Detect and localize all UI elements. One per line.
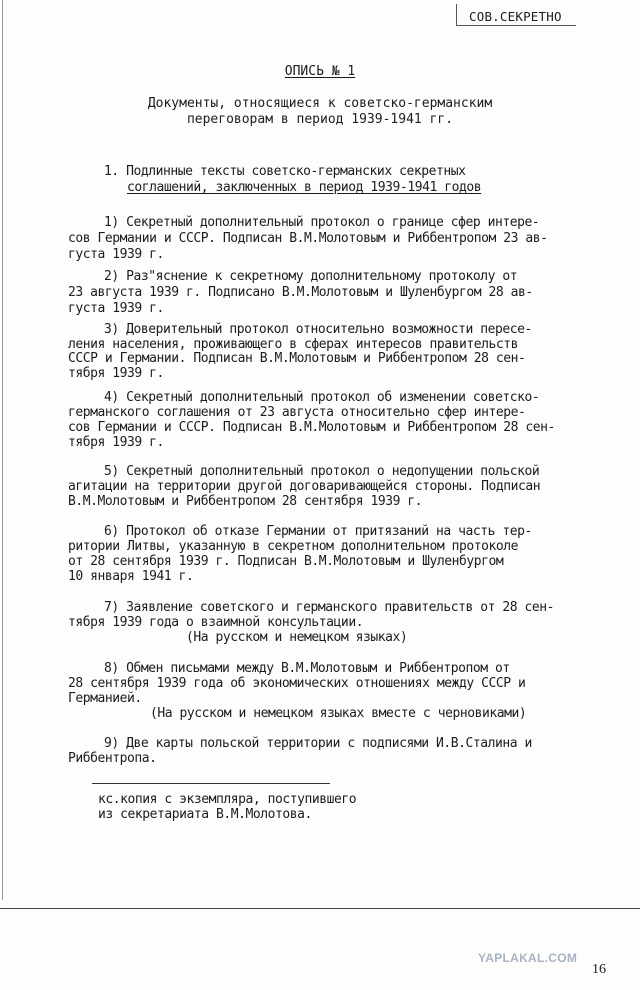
- item-line: В.М.Молотовым и Риббентропом 28 сентября 1939 г.: [68, 494, 423, 509]
- item-line: 2) Раз"яснение к секретному дополнительному протоколу от: [104, 269, 518, 284]
- item-line: 9) Две карты польской территории с подписями И.В.Сталина и: [104, 736, 532, 751]
- item-line: тября 1939 г.: [68, 435, 164, 450]
- classification-stamp: СОВ.СЕКРЕТНО: [456, 4, 576, 26]
- watermark: YAPLAKAL.COM: [478, 951, 578, 965]
- section-heading-line: соглашений, заключенных в период 1939-1941 годов: [127, 180, 482, 195]
- item-line: германского соглашения от 23 августа относительно сфер интере-: [68, 405, 526, 420]
- item-line: густа 1939 г.: [68, 247, 164, 262]
- item-line: 5) Секретный дополнительный протокол о недопущении польской: [104, 464, 540, 479]
- item-line: (На русском и немецком языках вместе с черновиками): [150, 706, 527, 721]
- item-line: ления населения, проживающего в сферах интересов правительств: [68, 337, 518, 352]
- document-subtitle-line: Документы, относящиеся к советско-германским: [147, 96, 493, 111]
- document-title: ОПИСЬ № 1: [284, 64, 356, 79]
- page-bottom-rule: [0, 908, 640, 909]
- document-subtitle-line: переговорам в период 1939-1941 гг.: [186, 112, 454, 127]
- item-line: тября 1939 года о взаимной консультации.: [68, 615, 364, 630]
- item-line: СССР и Германии. Подписан В.М.Молотовым и Риббентропом 28 сен-: [68, 351, 526, 366]
- page-edge-line: [2, 0, 3, 900]
- item-line: Германией.: [68, 691, 142, 706]
- item-line: агитации на территории другой договаривающейся стороны. Подписан: [68, 479, 541, 494]
- item-line: от 28 сентября 1939 г. Подписан В.М.Молотовым и Шуленбургом: [68, 554, 504, 569]
- item-line: сов Германии и СССР. Подписан В.М.Молотовым и Риббентропом 28 сен-: [68, 420, 555, 435]
- section-heading-line: 1. Подлинные тексты советско-германских секретных: [104, 164, 466, 179]
- item-line: Риббентропа.: [68, 751, 157, 766]
- item-line: тября 1939 г.: [68, 366, 164, 381]
- page-number: 16: [592, 962, 606, 977]
- item-line: 10 января 1941 г.: [68, 569, 194, 584]
- item-line: 7) Заявление советского и германского правительств от 28 сен-: [104, 600, 554, 615]
- item-line: 1) Секретный дополнительный протокол о границе сфер интере-: [104, 215, 540, 230]
- item-line: 3) Доверительный протокол относительно возможности пересе-: [104, 322, 532, 337]
- footnote-rule: [92, 783, 330, 784]
- item-line: 28 сентября 1939 года об экономических отношениях между СССР и: [68, 676, 526, 691]
- item-line: 6) Протокол об отказе Германии от притязаний на часть тер-: [104, 524, 532, 539]
- item-line: сов Германии и СССР. Подписан В.М.Молотовым и Риббентропом 23 ав-: [68, 231, 548, 246]
- item-line: 4) Секретный дополнительный протокол об изменении советско-: [104, 390, 540, 405]
- item-line: (На русском и немецком языках): [186, 630, 408, 645]
- item-line: 8) Обмен письмами между В.М.Молотовым и Риббентропом от: [104, 661, 510, 676]
- item-line: густа 1939 г.: [68, 301, 164, 316]
- item-line: ритории Литвы, указанную в секретном дополнительном протоколе: [68, 539, 518, 554]
- item-line: 23 августа 1939 г. Подписано В.М.Молотовым и Шуленбургом 28 ав-: [68, 285, 533, 300]
- footnote-line: кс.копия с экземпляра, поступившего: [98, 792, 357, 807]
- footnote-line: из секретариата В.М.Молотова.: [98, 807, 312, 822]
